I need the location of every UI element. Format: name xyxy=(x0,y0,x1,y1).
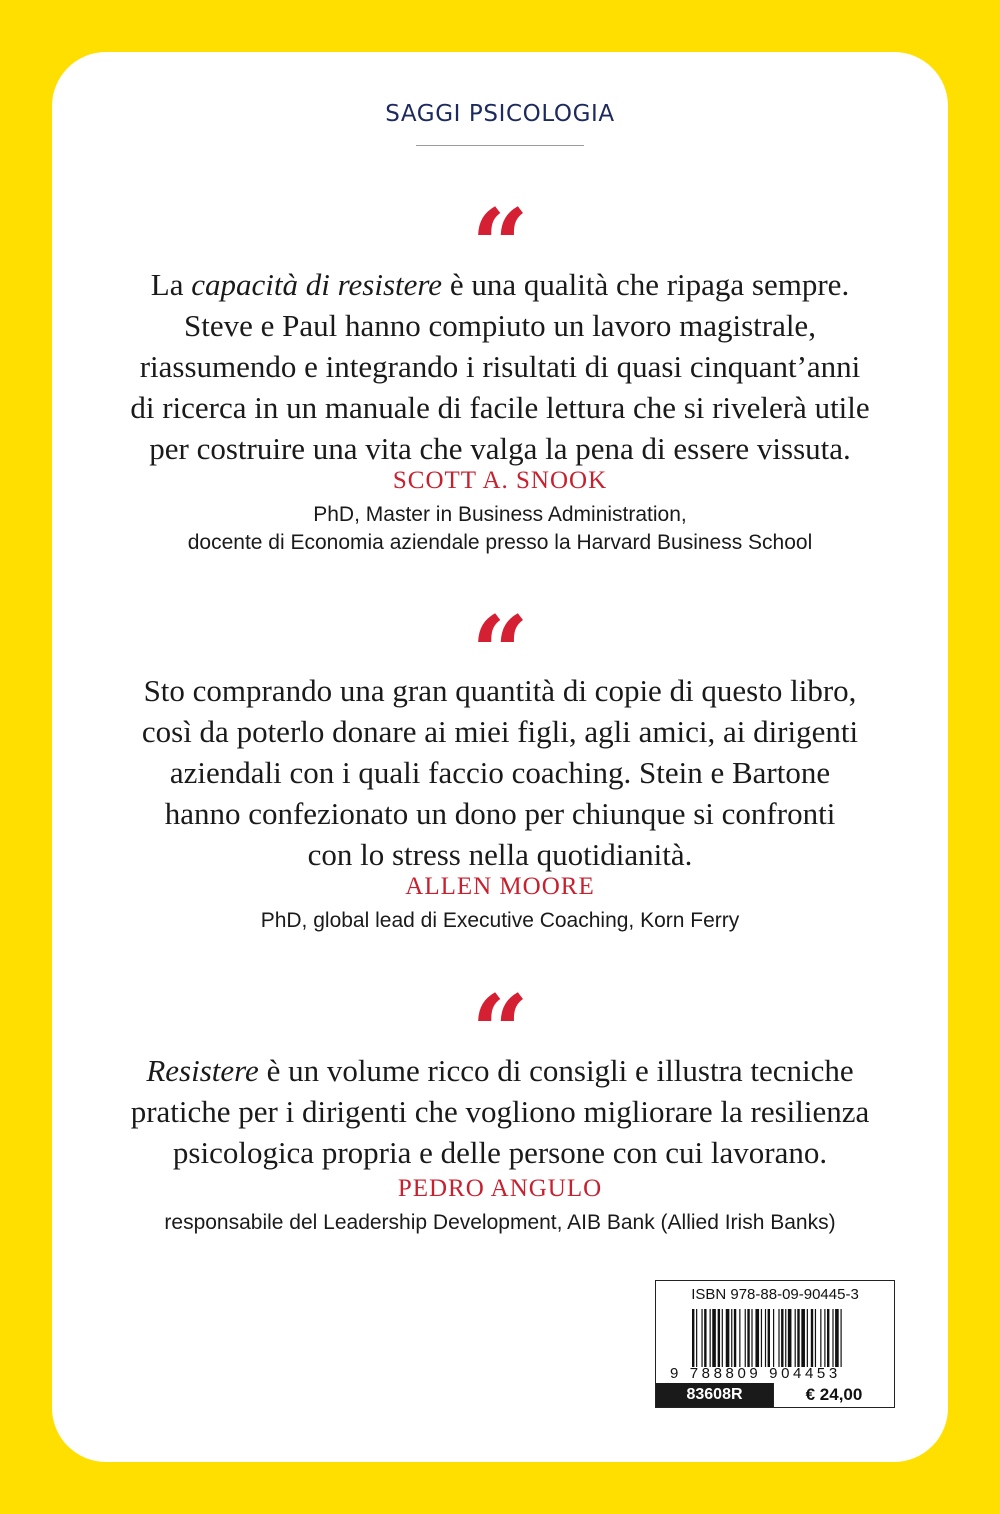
barcode-bar xyxy=(755,1309,759,1367)
barcode-bar xyxy=(722,1309,723,1367)
testimonial-quote xyxy=(60,670,940,875)
quote-line: psicologica propria e delle persone con cui lavorano. xyxy=(172,1135,828,1170)
barcode-bar xyxy=(712,1309,716,1367)
product-code: 83608R xyxy=(656,1383,773,1407)
testimonial-role: responsabile del Leadership Development, AIB Bank (Allied Irish Banks) xyxy=(164,1211,836,1234)
testimonial-role: PhD, global lead di Executive Coaching, Korn Ferry xyxy=(260,909,740,932)
isbn-label: ISBN 978-88-09-90445-3 xyxy=(691,1286,859,1303)
price: € 24,00 xyxy=(773,1383,894,1407)
barcode-bar xyxy=(745,1309,746,1367)
isbn-barcode-block xyxy=(655,1280,895,1408)
quote-line: riassumendo e integrando i risultati di quasi cinquant’anni xyxy=(139,349,861,384)
barcode-bar xyxy=(765,1309,766,1367)
barcode-bar xyxy=(734,1309,736,1367)
barcode-bar xyxy=(795,1309,796,1367)
quote-mark-icon: “ xyxy=(471,187,529,305)
testimonial-author: ALLEN MOORE xyxy=(405,873,595,900)
barcode-bar xyxy=(841,1309,842,1367)
testimonial-quote xyxy=(60,1050,940,1173)
quote-line: La capacità di resistere è una qualità che ripaga sempre. xyxy=(150,267,850,302)
quote-line: aziendali con i quali faccio coaching. Stein e Bartone xyxy=(169,755,831,790)
barcode-bar xyxy=(739,1309,740,1367)
barcode-bar xyxy=(778,1309,779,1367)
barcode-bar xyxy=(701,1309,702,1367)
testimonial-author: PEDRO ANGULO xyxy=(397,1175,603,1202)
barcode-bar xyxy=(815,1309,816,1367)
barcode-graphic xyxy=(692,1309,882,1367)
quote-line: Resistere è un volume ricco di consigli e illustra tecniche xyxy=(146,1053,854,1088)
testimonial-author: SCOTT A. SNOOK xyxy=(392,467,608,494)
emphasized-title: capacità di resistere xyxy=(191,267,443,302)
quote-line: Sto comprando una gran quantità di copie di questo libro, xyxy=(143,673,857,708)
series-divider xyxy=(416,145,584,146)
quote-line: Steve e Paul hanno compiuto un lavoro magistrale, xyxy=(184,308,816,343)
barcode-bar xyxy=(820,1309,821,1367)
barcode-bar xyxy=(773,1309,774,1367)
barcode-bar xyxy=(788,1309,792,1367)
quote-line: con lo stress nella quotidianità. xyxy=(307,837,693,872)
emphasized-title: Resistere xyxy=(146,1053,259,1088)
barcode-bar xyxy=(801,1309,805,1367)
quote-line: così da poterlo donare ai miei figli, agli amici, ai dirigenti xyxy=(141,714,859,749)
barcode-bar xyxy=(696,1309,697,1367)
barcode-digits: 9 788809 904453 xyxy=(670,1365,841,1382)
barcode-bar xyxy=(761,1309,762,1367)
barcode-bar xyxy=(832,1309,833,1367)
quote-line: pratiche per i dirigenti che vogliono migliorare la resilienza xyxy=(130,1094,870,1129)
barcode-bar xyxy=(781,1309,783,1367)
quote-mark-icon: “ xyxy=(471,594,529,712)
barcode-bar xyxy=(710,1309,711,1367)
testimonial-role: PhD, Master in Business Administration, docente di Economia aziendale presso la Harvard Business School xyxy=(187,503,813,554)
quote-line: per costruire una vita che valga la pena di essere vissuta. xyxy=(149,431,851,466)
barcode-bar xyxy=(824,1309,825,1367)
barcode-bar xyxy=(827,1309,829,1367)
quote-line: di ricerca in un manuale di facile lettura che si rivelerà utile xyxy=(130,390,870,425)
barcode-bars xyxy=(692,1309,882,1367)
barcode-bar xyxy=(807,1309,808,1367)
testimonial-quote xyxy=(60,264,940,469)
barcode-bar xyxy=(785,1309,786,1367)
barcode-bar xyxy=(751,1309,752,1367)
barcode-bar xyxy=(692,1309,694,1367)
series-label: SAGGI PSICOLOGIA xyxy=(385,101,615,127)
barcode-bar xyxy=(768,1309,770,1367)
barcode-bar xyxy=(731,1309,732,1367)
barcode-bar xyxy=(797,1309,799,1367)
barcode-bar xyxy=(835,1309,839,1367)
barcode-bar xyxy=(726,1309,730,1367)
barcode-bar xyxy=(704,1309,706,1367)
quote-mark-icon: “ xyxy=(471,973,529,1091)
quote-line: hanno confezionato un dono per chiunque si confronti xyxy=(164,796,836,831)
barcode-bar xyxy=(811,1309,813,1367)
barcode-bar xyxy=(718,1309,720,1367)
barcode-bar xyxy=(747,1309,749,1367)
